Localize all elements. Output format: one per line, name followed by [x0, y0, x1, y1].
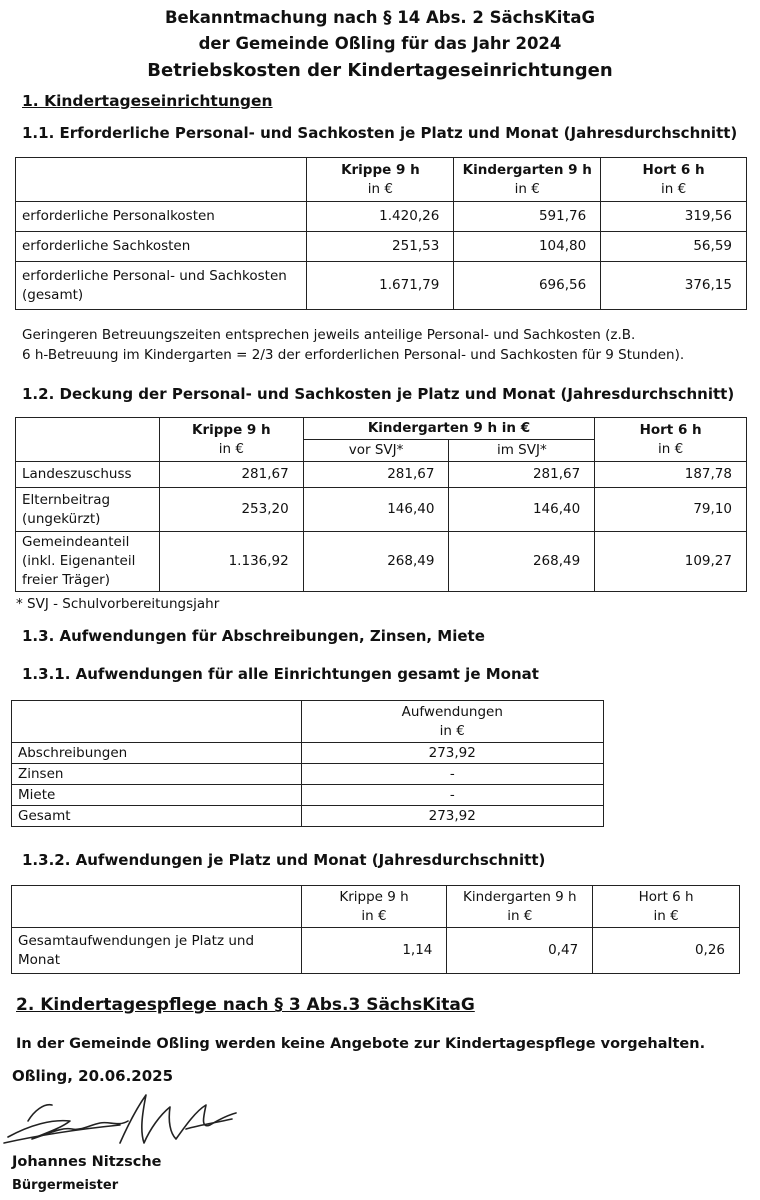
cell-value: 696,56: [454, 262, 601, 310]
page-title: Betriebskosten der Kindertageseinrichtungen: [147, 60, 613, 81]
cell-value: 273,92: [301, 806, 603, 827]
cell-value: 319,56: [601, 202, 747, 232]
table-row: [12, 785, 604, 806]
cell-value: 0,26: [593, 928, 740, 974]
cell-value: 79,10: [595, 488, 747, 532]
row-label: Zinsen: [12, 764, 302, 785]
cell-value: 109,27: [595, 532, 747, 592]
table-1-1: [15, 157, 747, 310]
cell-value: 146,40: [303, 488, 449, 532]
header-line-1: Bekanntmachung nach § 14 Abs. 2 SächsKitaG: [164, 8, 596, 27]
place-date: Oßling, 20.06.2025: [12, 1067, 174, 1085]
table-row: [12, 928, 740, 974]
table-header-row: [16, 158, 747, 202]
empty-cell: [16, 158, 307, 202]
table-row: [16, 462, 747, 488]
cell-value: 591,76: [454, 202, 601, 232]
col-hort: Hort 6 h in €: [593, 886, 740, 928]
row-label: erforderliche Personalkosten: [16, 202, 307, 232]
table-header-row: [16, 418, 747, 440]
col-hort: Hort 6 h in €: [595, 418, 747, 462]
cell-value: -: [301, 785, 603, 806]
col-kindergarten: Kindergarten 9 h in €: [454, 158, 601, 202]
row-label: Abschreibungen: [12, 743, 302, 764]
table-1-2: [15, 417, 747, 592]
table-row: [16, 262, 747, 310]
col-kindergarten: Kindergarten 9 h in €: [303, 418, 595, 440]
cell-value: 0,47: [447, 928, 593, 974]
table-row: [12, 743, 604, 764]
col-im-svj: im SVJ*: [449, 440, 595, 462]
section-1-heading: 1. Kindertageseinrichtungen: [22, 92, 273, 110]
col-kindergarten: Kindergarten 9 h in €: [447, 886, 593, 928]
cell-value: 1,14: [301, 928, 447, 974]
row-label: erforderliche Sachkosten: [16, 232, 307, 262]
signature-drawing: [0, 1085, 260, 1155]
row-label: erforderliche Personal- und Sachkosten (gesamt): [16, 262, 307, 310]
row-label: Gemeindeanteil (inkl. Eigenanteil freier Träger): [16, 532, 160, 592]
row-label: Miete: [12, 785, 302, 806]
row-label: Gesamt: [12, 806, 302, 827]
cell-value: 281,67: [159, 462, 303, 488]
cell-value: 273,92: [301, 743, 603, 764]
cell-value: 187,78: [595, 462, 747, 488]
cell-value: 281,67: [449, 462, 595, 488]
footnote: * SVJ - Schulvorbereitungsjahr: [16, 596, 220, 612]
col-vor-svj: vor SVJ*: [303, 440, 449, 462]
cell-value: 146,40: [449, 488, 595, 532]
row-label: Gesamtaufwendungen je Platz und Monat: [12, 928, 302, 974]
table-1-3-2: [11, 885, 740, 974]
section-1-3-heading: 1.3. Aufwendungen für Abschreibungen, Zinsen, Miete: [22, 627, 485, 645]
col-aufwendungen: Aufwendungen in €: [301, 701, 603, 743]
cell-value: 253,20: [159, 488, 303, 532]
table-row: [12, 806, 604, 827]
cell-value: -: [301, 764, 603, 785]
cell-value: 268,49: [303, 532, 449, 592]
cell-value: 376,15: [601, 262, 747, 310]
signatory-role: Bürgermeister: [12, 1178, 119, 1193]
empty-cell: [16, 418, 160, 462]
table-row: [12, 764, 604, 785]
section-1-3-2-heading: 1.3.2. Aufwendungen je Platz und Monat (Jahresdurchschnitt): [22, 851, 546, 869]
cell-value: 251,53: [307, 232, 454, 262]
cell-value: 1.420,26: [307, 202, 454, 232]
table-row: [16, 488, 747, 532]
table-row: [16, 202, 747, 232]
header-line-2: der Gemeinde Oßling für das Jahr 2024: [198, 34, 562, 53]
note-line-2: 6 h-Betreuung im Kindergarten = 2/3 der erforderlichen Personal- und Sachkosten für 9 Stunden).: [22, 347, 685, 363]
col-krippe: Krippe 9 h in €: [159, 418, 303, 462]
section-1-1-heading: 1.1. Erforderliche Personal- und Sachkosten je Platz und Monat (Jahresdurchschnitt): [22, 124, 738, 142]
cell-value: 1.671,79: [307, 262, 454, 310]
col-krippe: Krippe 9 h in €: [301, 886, 447, 928]
col-krippe: Krippe 9 h in €: [307, 158, 454, 202]
section-2-heading: 2. Kindertagespflege nach § 3 Abs.3 SächsKitaG: [16, 995, 475, 1015]
empty-cell: [12, 886, 302, 928]
signatory-name: Johannes Nitzsche: [12, 1154, 162, 1170]
empty-cell: [12, 701, 302, 743]
cell-value: 56,59: [601, 232, 747, 262]
section-2-text: In der Gemeinde Oßling werden keine Angebote zur Kindertagespflege vorgehalten.: [16, 1036, 706, 1052]
row-label: Elternbeitrag (ungekürzt): [16, 488, 160, 532]
cell-value: 281,67: [303, 462, 449, 488]
note-line-1: Geringeren Betreuungszeiten entsprechen jeweils anteilige Personal- und Sachkosten (z.B.: [22, 327, 636, 343]
section-1-3-1-heading: 1.3.1. Aufwendungen für alle Einrichtungen gesamt je Monat: [22, 665, 539, 683]
table-header-row: [12, 701, 604, 743]
table-row: [16, 532, 747, 592]
cell-value: 1.136,92: [159, 532, 303, 592]
table-row: [16, 232, 747, 262]
table-header-row: [12, 886, 740, 928]
cell-value: 268,49: [449, 532, 595, 592]
table-1-3-1: [11, 700, 604, 827]
section-1-2-heading: 1.2. Deckung der Personal- und Sachkosten je Platz und Monat (Jahresdurchschnitt): [22, 385, 735, 403]
cell-value: 104,80: [454, 232, 601, 262]
row-label: Landeszuschuss: [16, 462, 160, 488]
col-hort: Hort 6 h in €: [601, 158, 747, 202]
